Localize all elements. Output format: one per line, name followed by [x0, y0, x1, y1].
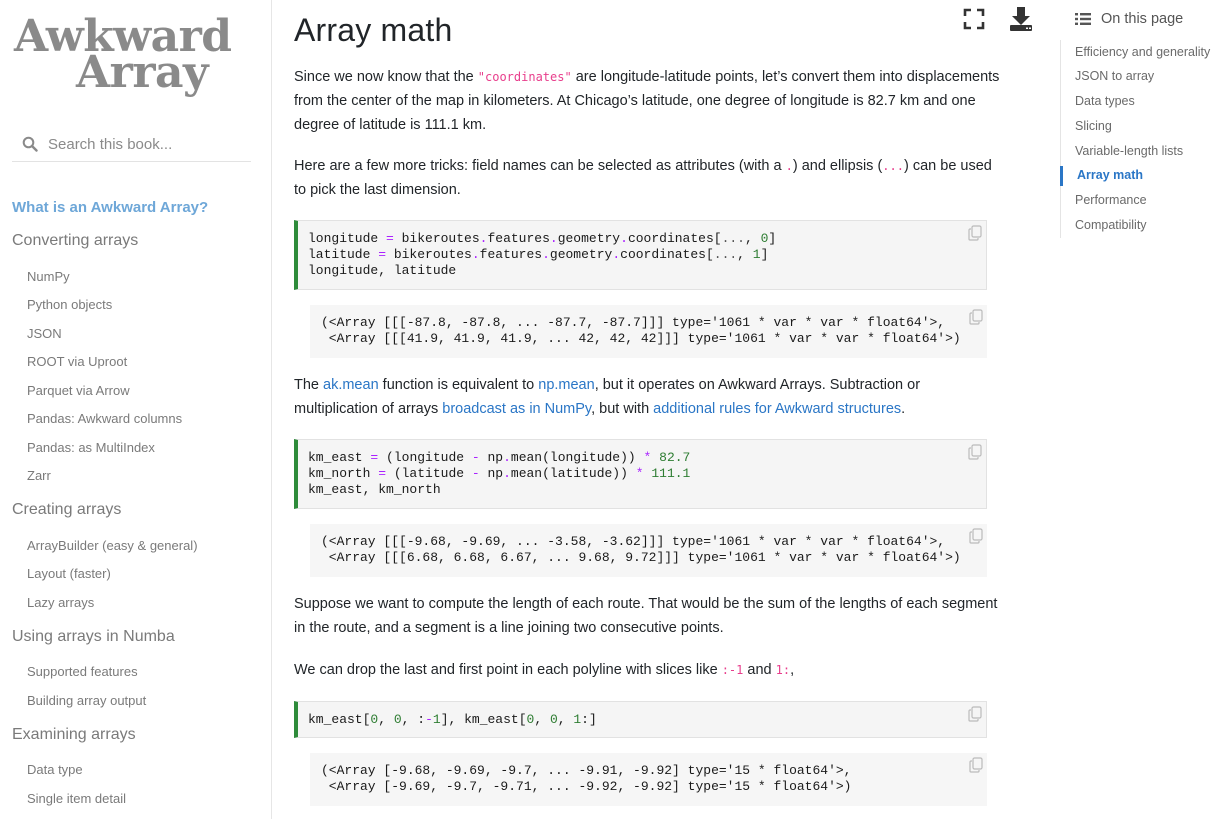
paragraph-route-length: Suppose we want to compute the length of each route. That would be the sum of the lengths of each segment in the route, and a segment is a line joining two consecutive points. [294, 596, 998, 636]
code-output-1: (<Array [[[-87.8, -87.8, ... -87.7, -87.7]]] type='1061 * var * var * float64'>, <Array [[[41.9, 41.9, 41.9, ... 42, 42, 42]]] type='1061 * var * var * float64'>) [321, 315, 961, 346]
sidebar-item-single-item-detail[interactable]: Single item detail [27, 791, 126, 806]
copy-icon[interactable] [968, 444, 982, 460]
toc-heading-label: On this page [1101, 11, 1184, 27]
awkward-array-logo[interactable] [12, 11, 252, 100]
code-input-1 [308, 231, 776, 279]
text: We can drop the last and first point in each polyline with slices like [294, 662, 722, 678]
code-cell-output-3 [310, 753, 987, 806]
page-title: Array math [294, 12, 453, 48]
code-cell-output-2 [310, 524, 987, 577]
download-icon[interactable] [1009, 6, 1033, 32]
text: , but with [591, 401, 654, 417]
toc-item-compatibility[interactable]: Compatibility [1075, 218, 1147, 232]
fullscreen-icon[interactable] [963, 8, 985, 30]
code-line: km_east = (longitude - np.mean(longitude)) * 82.7 [308, 450, 691, 465]
sidebar-caption-creating-arrays: Creating arrays [12, 501, 122, 518]
search-input[interactable] [48, 136, 238, 153]
code-output-2: (<Array [[[-9.68, -9.69, ... -3.58, -3.62]]] type='1061 * var * var * float64'>, <Array [[[6.68, 6.68, 6.67, ... 9.68, 9.72]]] type='1061 * var * var * float64'>) [321, 534, 961, 565]
link-additional-rules[interactable]: additional rules for Awkward structures [653, 401, 902, 417]
sidebar-item-layout[interactable]: Layout (faster) [27, 566, 111, 581]
sidebar-item-zarr[interactable]: Zarr [27, 468, 51, 483]
text: ) and ellipsis ( [792, 158, 883, 174]
text: , but it operates on Awkward Arrays. Subtraction or multiplication of arrays [294, 377, 921, 417]
toc-item-variable-length-lists[interactable]: Variable-length lists [1075, 144, 1184, 158]
text: and [743, 662, 776, 678]
toc-active-indicator [1060, 166, 1063, 186]
code-line: latitude = bikeroutes.features.geometry.coordinates[..., 1] [308, 247, 769, 262]
toc-item-data-types[interactable]: Data types [1075, 94, 1135, 108]
text: . [901, 401, 906, 417]
text: Since we now know that the [294, 69, 478, 85]
inline-code-dot: . [785, 159, 793, 173]
code-line: km_east[0, 0, :-1], km_east[0, 0, 1:] [308, 712, 597, 727]
inline-code-ellipsis: ... [882, 159, 904, 173]
toc-heading [1075, 11, 1183, 27]
code-line: km_east, km_north [308, 482, 441, 497]
sidebar-item-pandas-awkward-columns[interactable]: Pandas: Awkward columns [27, 411, 183, 426]
paragraph-convert-coordinates [294, 65, 1006, 137]
sidebar-item-python-objects[interactable]: Python objects [27, 297, 113, 312]
sidebar-item-lazy-arrays[interactable]: Lazy arrays [27, 595, 95, 610]
sidebar-caption-examining-arrays: Examining arrays [12, 726, 136, 743]
copy-icon[interactable] [968, 225, 982, 241]
sidebar-item-parquet-via-arrow[interactable]: Parquet via Arrow [27, 383, 130, 398]
text: are longitude-latitude points, let’s convert them into displacements from the center of the map in kilometers. At Chicago’s latitude, one degree of longitude is 82.7 km and one degree of latitude is 111.1 km. [294, 69, 1000, 133]
paragraph-tricks [294, 154, 1006, 202]
code-input-2 [308, 450, 690, 498]
code-output-3: (<Array [-9.68, -9.69, -9.7, ... -9.91, -9.92] type='15 * float64'>, <Array [-9.69, -9.7, -9.71, ... -9.92, -9.92] type='15 * float64'>) [321, 763, 852, 794]
text: Here are a few more tricks: field names can be selected as attributes (with a [294, 158, 786, 174]
on-this-page-toc [1060, 0, 1228, 240]
sidebar-item-json[interactable]: JSON [27, 326, 62, 341]
toc-item-performance[interactable]: Performance [1075, 193, 1147, 207]
text: , [790, 662, 795, 678]
link-np-mean[interactable]: np.mean [538, 377, 595, 393]
sidebar-item-arraybuilder[interactable]: ArrayBuilder (easy & general) [27, 538, 198, 553]
inline-code-coordinates: "coordinates" [477, 70, 572, 84]
toc-divider [1060, 40, 1061, 238]
link-broadcast-numpy[interactable]: broadcast as in NumPy [442, 401, 592, 417]
text: The [294, 377, 324, 393]
sidebar-item-numpy[interactable]: NumPy [27, 269, 70, 284]
sidebar-caption-using-arrays-in-numba: Using arrays in Numba [12, 628, 175, 645]
code-line: longitude = bikeroutes.features.geometry.coordinates[..., 0] [308, 231, 777, 246]
paragraph-ak-mean [294, 373, 1006, 421]
code-cell-output-1 [310, 305, 987, 358]
copy-icon[interactable] [969, 528, 983, 544]
copy-icon[interactable] [968, 706, 982, 722]
inline-code-slice-minus-one: :-1 [721, 663, 744, 677]
text: ) can be used to pick the last dimension. [294, 158, 992, 198]
sidebar-caption-converting-arrays: Converting arrays [12, 232, 139, 249]
logo-line-1: Awkward [14, 11, 232, 62]
search-icon [22, 136, 38, 152]
code-line: longitude, latitude [308, 263, 457, 278]
logo-line-2: Array [76, 47, 209, 98]
copy-icon[interactable] [969, 309, 983, 325]
list-icon [1075, 12, 1091, 26]
toc-item-slicing[interactable]: Slicing [1075, 119, 1112, 133]
code-cell-input-1[interactable] [294, 220, 987, 290]
sidebar-item-root-via-uproot[interactable]: ROOT via Uproot [27, 354, 128, 369]
toc-item-efficiency[interactable]: Efficiency and generality [1075, 45, 1211, 59]
link-ak-mean[interactable]: ak.mean [323, 377, 379, 393]
code-cell-input-3[interactable] [294, 701, 987, 738]
sidebar-item-what-is-awkward-array[interactable]: What is an Awkward Array? [12, 199, 209, 216]
left-sidebar [0, 0, 272, 819]
text: function is equivalent to [378, 377, 539, 393]
copy-icon[interactable] [969, 757, 983, 773]
sidebar-item-data-type[interactable]: Data type [27, 762, 83, 777]
toc-item-json-to-array[interactable]: JSON to array [1075, 69, 1155, 83]
toc-item-array-math[interactable]: Array math [1077, 168, 1143, 182]
sidebar-item-building-array-output[interactable]: Building array output [27, 693, 147, 708]
sidebar-item-supported-features[interactable]: Supported features [27, 664, 138, 679]
search-box [12, 127, 251, 162]
sidebar-item-pandas-multiindex[interactable]: Pandas: as MultiIndex [27, 440, 155, 455]
inline-code-slice-one: 1: [775, 663, 791, 677]
code-input-3 [308, 712, 597, 728]
paragraph-drop-points [294, 658, 1006, 682]
code-cell-input-2[interactable] [294, 439, 987, 509]
code-line: km_north = (latitude - np.mean(latitude)) * 111.1 [308, 466, 691, 481]
